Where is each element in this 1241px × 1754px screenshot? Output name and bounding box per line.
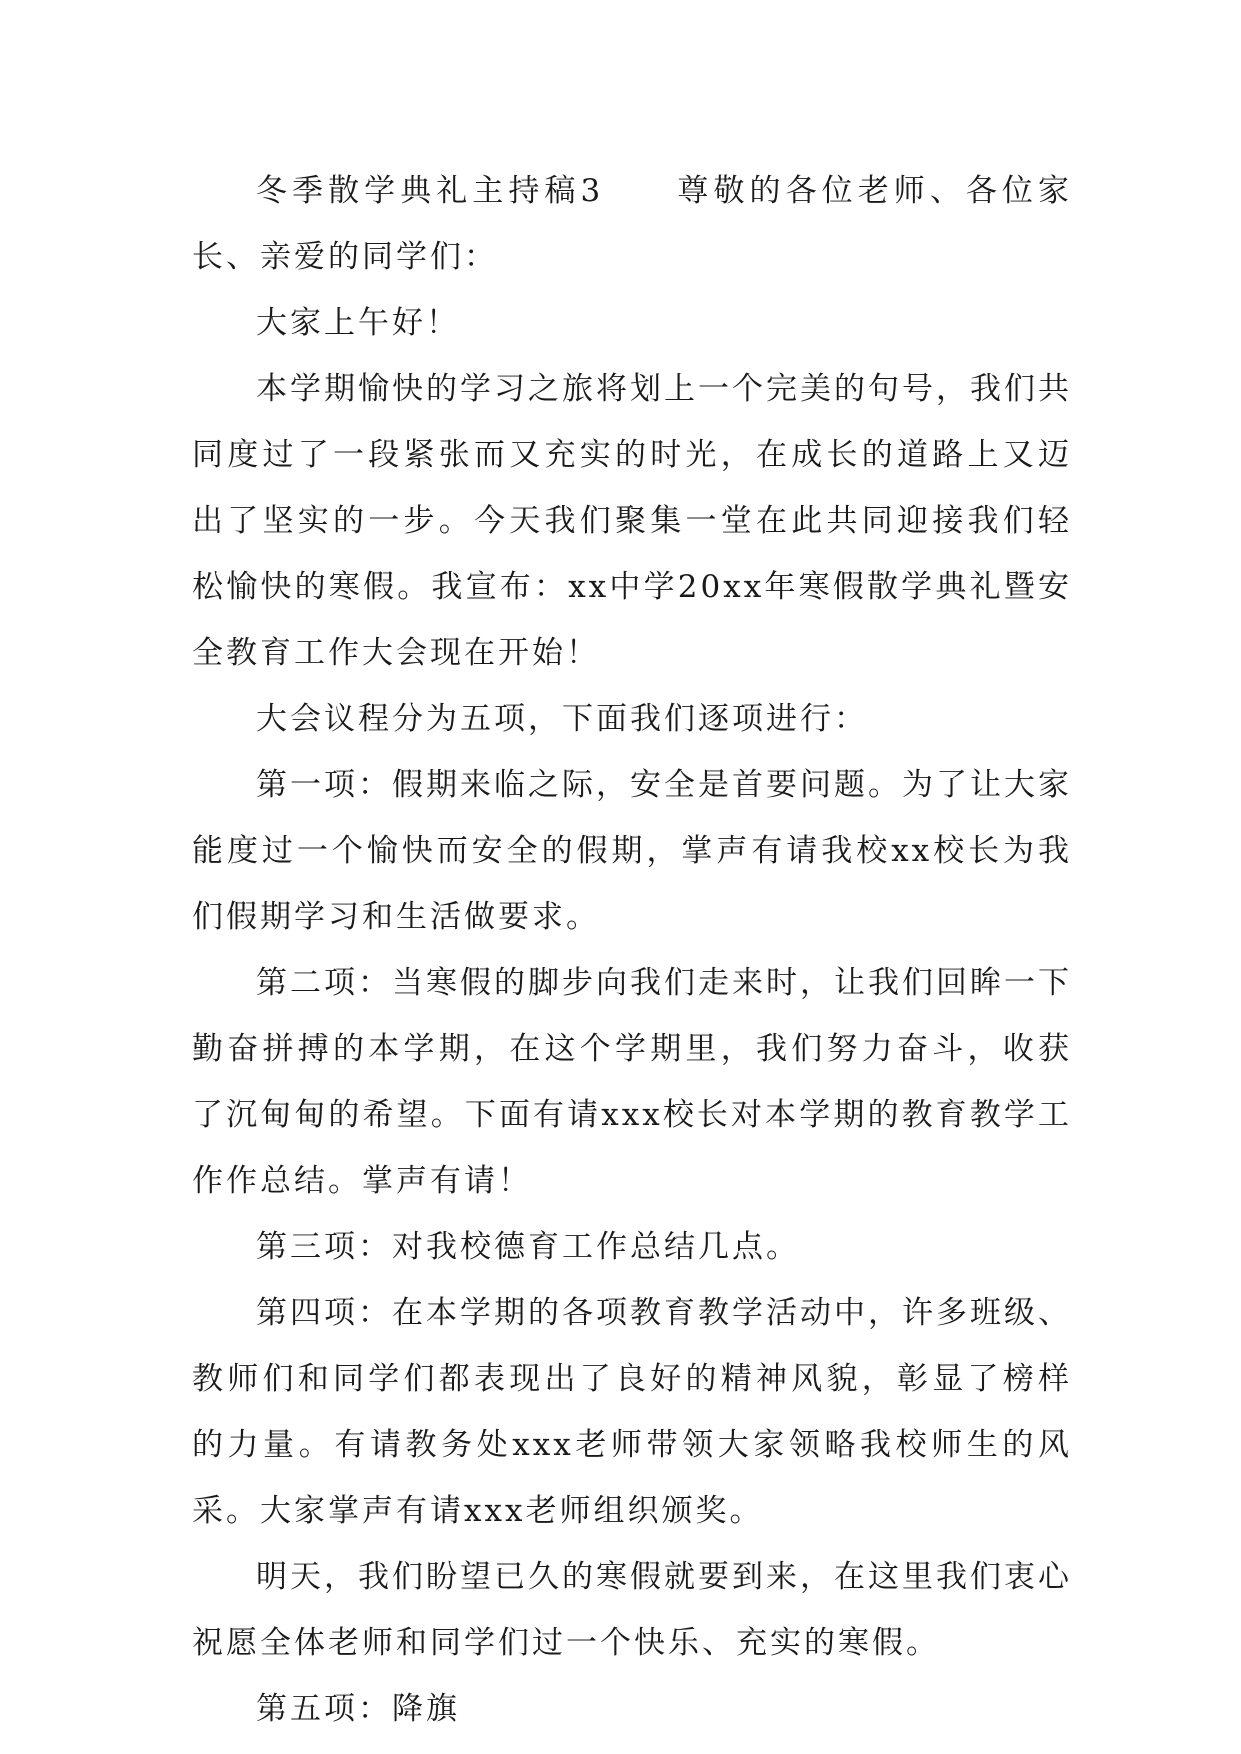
paragraph-wishes: 明天，我们盼望已久的寒假就要到来，在这里我们衷心祝愿全体老师和同学们过一个快乐、充实的寒假。 — [192, 1559, 1072, 1661]
paragraph-item-four: 第四项：在本学期的各项教育教学活动中，许多班级、教师们和同学们都表现出了良好的精神风貌，彰显了榜样的力量。有请教务处xxx老师带领大家领略我校师生的风采。大家掌声有请xxx老师组织颁奖。 — [192, 1295, 1072, 1529]
paragraph-greeting: 大家上午好！ — [256, 305, 460, 341]
paragraph-agenda: 大会议程分为五项，下面我们逐项进行： — [256, 701, 868, 737]
document-body — [192, 158, 1072, 1742]
paragraph-item-one: 第一项：假期来临之际，安全是首要问题。为了让大家能度过一个愉快而安全的假期，掌声有请我校xx校长为我们假期学习和生活做要求。 — [192, 767, 1072, 935]
paragraph-item-five: 第五项：降旗 — [256, 1691, 460, 1727]
paragraph-introduction: 本学期愉快的学习之旅将划上一个完美的句号，我们共同度过了一段紧张而又充实的时光，在成长的道路上又迈出了坚实的一步。今天我们聚集一堂在此共同迎接我们轻松愉快的寒假。我宣布：xx中学20xx年寒假散学典礼暨安全教育工作大会现在开始！ — [192, 371, 1072, 671]
paragraph-item-three: 第三项：对我校德育工作总结几点。 — [256, 1229, 800, 1265]
paragraph-item-two: 第二项：当寒假的脚步向我们走来时，让我们回眸一下勤奋拼搏的本学期，在这个学期里，我们努力奋斗，收获了沉甸甸的希望。下面有请xxx校长对本学期的教育教学工作作总结。掌声有请！ — [192, 965, 1072, 1199]
paragraph-opening: 冬季散学典礼主持稿3 尊敬的各位老师、各位家长、亲爱的同学们： — [192, 173, 1072, 275]
